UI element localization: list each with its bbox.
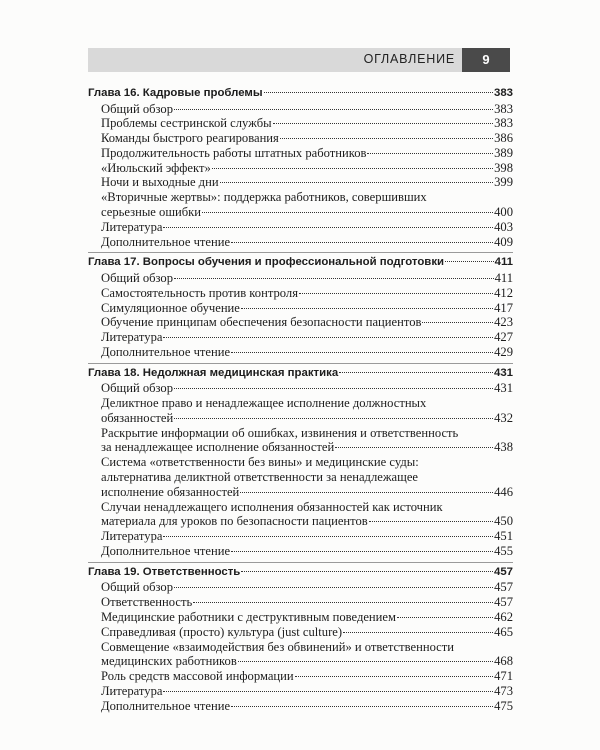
toc-entry-row-title: Литература <box>101 219 163 234</box>
toc-entry-row-title: Дополнительное чтение <box>101 344 231 359</box>
toc-entry-row <box>88 146 513 161</box>
toc-entry <box>88 131 513 146</box>
dot-leader <box>339 372 493 373</box>
chapter-heading-page: 383 <box>493 87 513 99</box>
toc-entry-row-title: Дополнительное чтение <box>101 544 231 559</box>
toc-entry-line: Совмещение «взаимодействия без обвинений» и ответственности <box>101 639 455 654</box>
chapter-heading-title: Глава 18. Недолжная медицинская практика <box>88 366 339 379</box>
toc-entry <box>88 684 513 699</box>
toc-entry-row-title: Команды быстрого реагирования <box>101 131 279 146</box>
toc-entry <box>88 175 513 190</box>
toc-entry-row <box>88 301 513 316</box>
chapter-heading-title: Глава 19. Ответственность <box>88 565 241 578</box>
toc-entry-row-page: 429 <box>494 344 513 359</box>
toc-entry <box>88 625 513 640</box>
toc-entry-row <box>88 381 513 396</box>
toc-entry <box>88 301 513 316</box>
chapter-heading-title: Глава 17. Вопросы обучения и профессиональной подготовки <box>88 256 445 269</box>
toc-entry-row-title: материала для уроков по безопасности пациентов <box>101 514 368 529</box>
toc-entry-row-title: Ответственность <box>101 595 193 610</box>
dot-leader <box>264 92 493 93</box>
toc-entry-row-title: Дополнительное чтение <box>101 698 231 713</box>
toc-entry <box>88 235 513 250</box>
toc-entry-row-title: Общий обзор <box>101 381 174 396</box>
toc-entry-row-title: Симуляционное обучение <box>101 300 240 315</box>
running-header <box>88 48 510 72</box>
toc-entry-row-page: 468 <box>494 654 513 669</box>
toc-entry-line: «Вторичные жертвы»: поддержка работников, совершивших <box>101 190 427 205</box>
toc-entry <box>88 544 513 559</box>
toc-entry-row-page: 473 <box>494 683 513 698</box>
dot-leader <box>238 661 493 662</box>
toc-chapter <box>88 86 513 249</box>
toc-entry-row <box>88 235 513 250</box>
toc-entry-row-title: Роль средств массовой информации <box>101 669 294 684</box>
toc-entry-row <box>88 580 513 595</box>
toc-entry-row-page: 455 <box>494 544 513 559</box>
toc-entry-line: Деликтное право и ненадлежащее исполнение должностных <box>101 396 427 411</box>
toc-entry-row-title: Литература <box>101 330 163 345</box>
dot-leader <box>193 602 493 603</box>
toc-entry-row-title: Общий обзор <box>101 270 174 285</box>
dot-leader <box>174 418 493 419</box>
dot-leader <box>295 676 493 677</box>
toc-entry <box>88 640 513 670</box>
toc-entry-row <box>88 220 513 235</box>
toc-entry-row <box>88 411 513 426</box>
toc-entry-row-page: 432 <box>494 410 513 425</box>
toc-entry-row-page: 409 <box>494 234 513 249</box>
toc-entry-row-title: Проблемы сестринской службы <box>101 116 272 131</box>
toc-entry-row-page: 403 <box>494 219 513 234</box>
toc-entry-row-page: 400 <box>494 205 513 220</box>
toc-entry-row-page: 427 <box>494 330 513 345</box>
chapter-heading <box>88 86 513 102</box>
toc-entry-row-title: Продолжительность работы штатных работников <box>101 145 367 160</box>
toc-entry-row-title: Литература <box>101 683 163 698</box>
toc-entry <box>88 381 513 396</box>
toc-entry-row <box>88 271 513 286</box>
toc-entry-row-page: 451 <box>494 529 513 544</box>
toc-entry-row <box>88 330 513 345</box>
toc-entry <box>88 426 513 456</box>
toc-entry-row-title: Самостоятельность против контроля <box>101 285 298 300</box>
dot-leader <box>220 182 494 183</box>
toc-entry <box>88 271 513 286</box>
toc-entry <box>88 102 513 117</box>
toc-entry <box>88 610 513 625</box>
toc-entry-row-title: «Июльский эффект» <box>101 160 211 175</box>
toc-entry-row <box>88 440 513 455</box>
dot-leader <box>231 706 493 707</box>
toc-entry <box>88 286 513 301</box>
dot-leader <box>343 632 493 633</box>
toc-entry-row-title: Дополнительное чтение <box>101 234 231 249</box>
toc-entry <box>88 116 513 131</box>
toc-entry-row-title: Справедливая (просто) культура (just culture) <box>101 624 343 639</box>
dot-leader <box>445 261 494 262</box>
toc-entry <box>88 580 513 595</box>
toc-entry-row-page: 446 <box>494 484 513 499</box>
chapter-heading-page: 411 <box>494 256 513 269</box>
toc-entry-line: Раскрытие информации об ошибках, извинения и ответственность <box>101 425 459 440</box>
page-number: 9 <box>462 48 510 72</box>
dot-leader <box>212 168 493 169</box>
chapter-heading-page: 431 <box>493 366 513 379</box>
toc-entry-row-title: исполнение обязанностей <box>101 484 240 499</box>
toc-entry-row-page: 471 <box>494 669 513 684</box>
toc-entry-row <box>88 669 513 684</box>
toc-entry-row-page: 398 <box>494 160 513 175</box>
dot-leader <box>163 536 493 537</box>
toc-entry-row-page: 411 <box>494 270 513 285</box>
toc-entry <box>88 529 513 544</box>
dot-leader <box>163 691 493 692</box>
toc-entry <box>88 190 513 220</box>
toc-entry <box>88 146 513 161</box>
toc-entry-row <box>88 595 513 610</box>
toc-entry-row-page: 465 <box>494 624 513 639</box>
toc-entry-row-page: 457 <box>494 580 513 595</box>
toc-entry-row-page: 423 <box>494 315 513 330</box>
dot-leader <box>241 571 493 572</box>
dot-leader <box>369 521 493 522</box>
toc-entry-row-title: серьезные ошибки <box>101 205 202 220</box>
dot-leader <box>299 293 493 294</box>
toc-entry-row <box>88 345 513 360</box>
toc-entry <box>88 699 513 714</box>
toc-entry <box>88 345 513 360</box>
toc-entry-row-page: 383 <box>494 116 513 131</box>
dot-leader <box>174 388 493 389</box>
toc-entry-row-page: 462 <box>494 609 513 624</box>
dot-leader <box>163 227 493 228</box>
dot-leader <box>422 322 493 323</box>
dot-leader <box>335 447 493 448</box>
toc-entry <box>88 500 513 530</box>
dot-leader <box>231 352 493 353</box>
chapter-heading <box>88 366 513 382</box>
toc-entry-line: Случаи ненадлежащего исполнения обязанностей как источник <box>101 499 443 514</box>
toc-entry-row-page: 386 <box>494 131 513 146</box>
toc-entry-row <box>88 131 513 146</box>
table-of-contents <box>88 86 513 713</box>
toc-chapter <box>88 252 513 359</box>
toc-entry <box>88 595 513 610</box>
toc-entry-row-title: Медицинские работники с деструктивным поведением <box>101 609 396 624</box>
chapter-heading <box>88 565 513 581</box>
dot-leader <box>231 242 493 243</box>
toc-entry-row <box>88 116 513 131</box>
toc-entry-row-page: 399 <box>494 175 513 190</box>
toc-entry-row <box>88 544 513 559</box>
dot-leader <box>241 308 493 309</box>
dot-leader <box>367 153 493 154</box>
toc-entry-row <box>88 161 513 176</box>
toc-entry-row-page: 389 <box>494 145 513 160</box>
toc-entry-row-page: 383 <box>494 101 513 116</box>
toc-entry-row <box>88 684 513 699</box>
chapter-heading <box>88 255 513 271</box>
toc-entry-row-title: Обучение принципам обеспечения безопасности пациентов <box>101 315 422 330</box>
toc-entry-row-title: за ненадлежащее исполнение обязанностей <box>101 440 335 455</box>
toc-entry-row-page: 412 <box>494 285 513 300</box>
toc-entry <box>88 330 513 345</box>
dot-leader <box>240 492 493 493</box>
dot-leader <box>231 551 493 552</box>
toc-entry <box>88 455 513 499</box>
toc-entry-row <box>88 102 513 117</box>
toc-entry-row-title: Литература <box>101 529 163 544</box>
dot-leader <box>163 337 493 338</box>
toc-chapter <box>88 363 513 559</box>
section-title: ОГЛАВЛЕНИЕ <box>363 52 455 66</box>
toc-entry-row-page: 431 <box>494 381 513 396</box>
toc-entry-row <box>88 610 513 625</box>
toc-entry-row <box>88 315 513 330</box>
chapter-heading-page: 457 <box>493 565 513 578</box>
dot-leader <box>273 123 494 124</box>
toc-entry-row-title: медицинских работников <box>101 654 237 669</box>
toc-entry-row <box>88 529 513 544</box>
toc-entry <box>88 161 513 176</box>
toc-entry-row <box>88 654 513 669</box>
toc-entry-line: альтернатива деликтной ответственности за ненадлежащее <box>101 470 419 485</box>
toc-entry-row-page: 475 <box>494 698 513 713</box>
dot-leader <box>174 587 493 588</box>
toc-entry-row-title: Общий обзор <box>101 101 174 116</box>
toc-entry-row-page: 450 <box>494 514 513 529</box>
dot-leader <box>174 109 493 110</box>
toc-entry <box>88 396 513 426</box>
toc-entry-row-title: Общий обзор <box>101 580 174 595</box>
toc-entry <box>88 669 513 684</box>
toc-entry-row <box>88 699 513 714</box>
toc-chapter <box>88 562 513 714</box>
toc-entry-row-title: Ночи и выходные дни <box>101 175 219 190</box>
dot-leader <box>280 138 493 139</box>
toc-entry <box>88 220 513 235</box>
toc-entry-row <box>88 175 513 190</box>
chapter-heading-title: Глава 16. Кадровые проблемы <box>88 87 263 99</box>
toc-entry-row <box>88 625 513 640</box>
toc-entry-row <box>88 205 513 220</box>
toc-entry-row-title: обязанностей <box>101 410 174 425</box>
toc-entry-row <box>88 485 513 500</box>
toc-entry-line: Система «ответственности без вины» и медицинские суды: <box>101 455 419 470</box>
toc-entry-row-page: 417 <box>494 300 513 315</box>
toc-entry-row <box>88 514 513 529</box>
dot-leader <box>397 617 493 618</box>
toc-entry-row-page: 438 <box>494 440 513 455</box>
toc-entry-row <box>88 286 513 301</box>
toc-entry <box>88 315 513 330</box>
toc-entry-row-page: 457 <box>494 595 513 610</box>
dot-leader <box>202 212 493 213</box>
dot-leader <box>174 278 494 279</box>
